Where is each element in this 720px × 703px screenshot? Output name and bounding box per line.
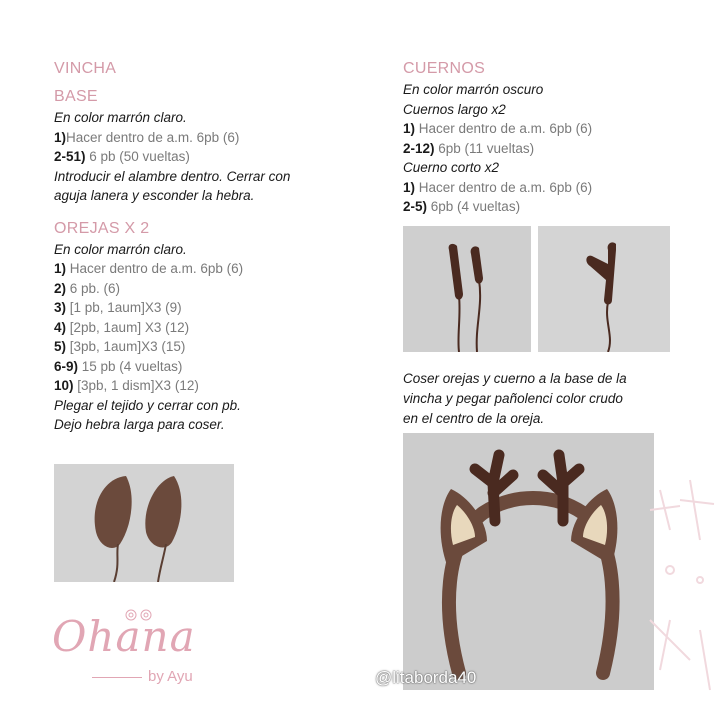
- subsection-title-orejas: OREJAS X 2: [54, 219, 150, 237]
- orejas-note-line-2: Dejo hebra larga para coser.: [54, 417, 225, 432]
- tiktok-watermark: [357, 665, 476, 691]
- reindeer-headband-illustration: [403, 433, 654, 690]
- assembly-line-3: en el centro de la oreja.: [403, 411, 545, 426]
- orejas-step-2: 2) 6 pb. (6): [54, 280, 121, 296]
- headband-photo: [403, 433, 654, 690]
- orejas-color-note: En color marrón claro.: [54, 241, 187, 257]
- crochet-ears-illustration: [54, 464, 234, 582]
- base-note-line-2: aguja lanera y esconder la hebra.: [54, 188, 255, 203]
- orejas-step-7: 10) [3pb, 1 dism]X3 (12): [54, 378, 199, 393]
- decorative-doodles: [630, 470, 720, 703]
- left-column: [54, 58, 354, 435]
- flower-icon: [124, 608, 154, 622]
- right-column: [403, 58, 693, 217]
- cuerno-corto-step-1: 1) Hacer dentro de a.m. 6pb (6): [403, 179, 593, 195]
- assembly-line-2: vincha y pegar pañolenci color crudo: [403, 391, 623, 406]
- brand-divider: [92, 677, 142, 678]
- base-step-1: 1)Hacer dentro de a.m. 6pb (6): [54, 129, 240, 145]
- cuerno-corto-title: Cuerno corto x2: [403, 160, 500, 175]
- short-antler-illustration: [538, 226, 670, 352]
- base-note-line-1: Introducir el alambre dentro. Cerrar con: [54, 168, 291, 184]
- brand-name: Ohana: [52, 612, 196, 661]
- assembly-instructions: [403, 369, 693, 429]
- ears-photo: [54, 464, 234, 582]
- brand-logo: [52, 608, 202, 688]
- assembly-line-1: Coser orejas y cuerno a la base de la: [403, 371, 627, 386]
- tiktok-icon: [357, 668, 375, 688]
- cuerno-corto-step-2: 2-5) 6pb (4 vueltas): [403, 199, 521, 214]
- watermark-handle: @litaborda40: [375, 668, 477, 687]
- section-title-vincha: VINCHA: [54, 60, 117, 77]
- subsection-title-base: BASE: [54, 88, 98, 105]
- orejas-step-4: 4) [2pb, 1aum] X3 (12): [54, 319, 190, 335]
- cuernos-largo-step-1: 1) Hacer dentro de a.m. 6pb (6): [403, 121, 593, 136]
- orejas-note-line-1: Plegar el tejido y cerrar con pb.: [54, 397, 241, 413]
- cuernos-largo-title: Cuernos largo x2: [403, 101, 506, 117]
- brand-byline: by Ayu: [148, 668, 193, 685]
- section-title-cuernos: CUERNOS: [403, 60, 486, 77]
- orejas-step-5: 5) [3pb, 1aum]X3 (15): [54, 339, 186, 354]
- short-antler-photo: [538, 226, 670, 352]
- orejas-step-3: 3) [1 pb, 1aum]X3 (9): [54, 300, 182, 315]
- orejas-step-6: 6-9) 15 pb (4 vueltas): [54, 358, 183, 374]
- base-step-2: 2-51) 6 pb (50 vueltas): [54, 149, 190, 164]
- long-antler-illustration: [403, 226, 531, 352]
- cuernos-color-note: En color marrón oscuro: [403, 82, 544, 97]
- cuernos-largo-step-2: 2-12) 6pb (11 vueltas): [403, 140, 535, 156]
- base-color-note: En color marrón claro.: [54, 110, 187, 125]
- long-antler-photo: [403, 226, 531, 352]
- orejas-step-1: 1) Hacer dentro de a.m. 6pb (6): [54, 261, 244, 276]
